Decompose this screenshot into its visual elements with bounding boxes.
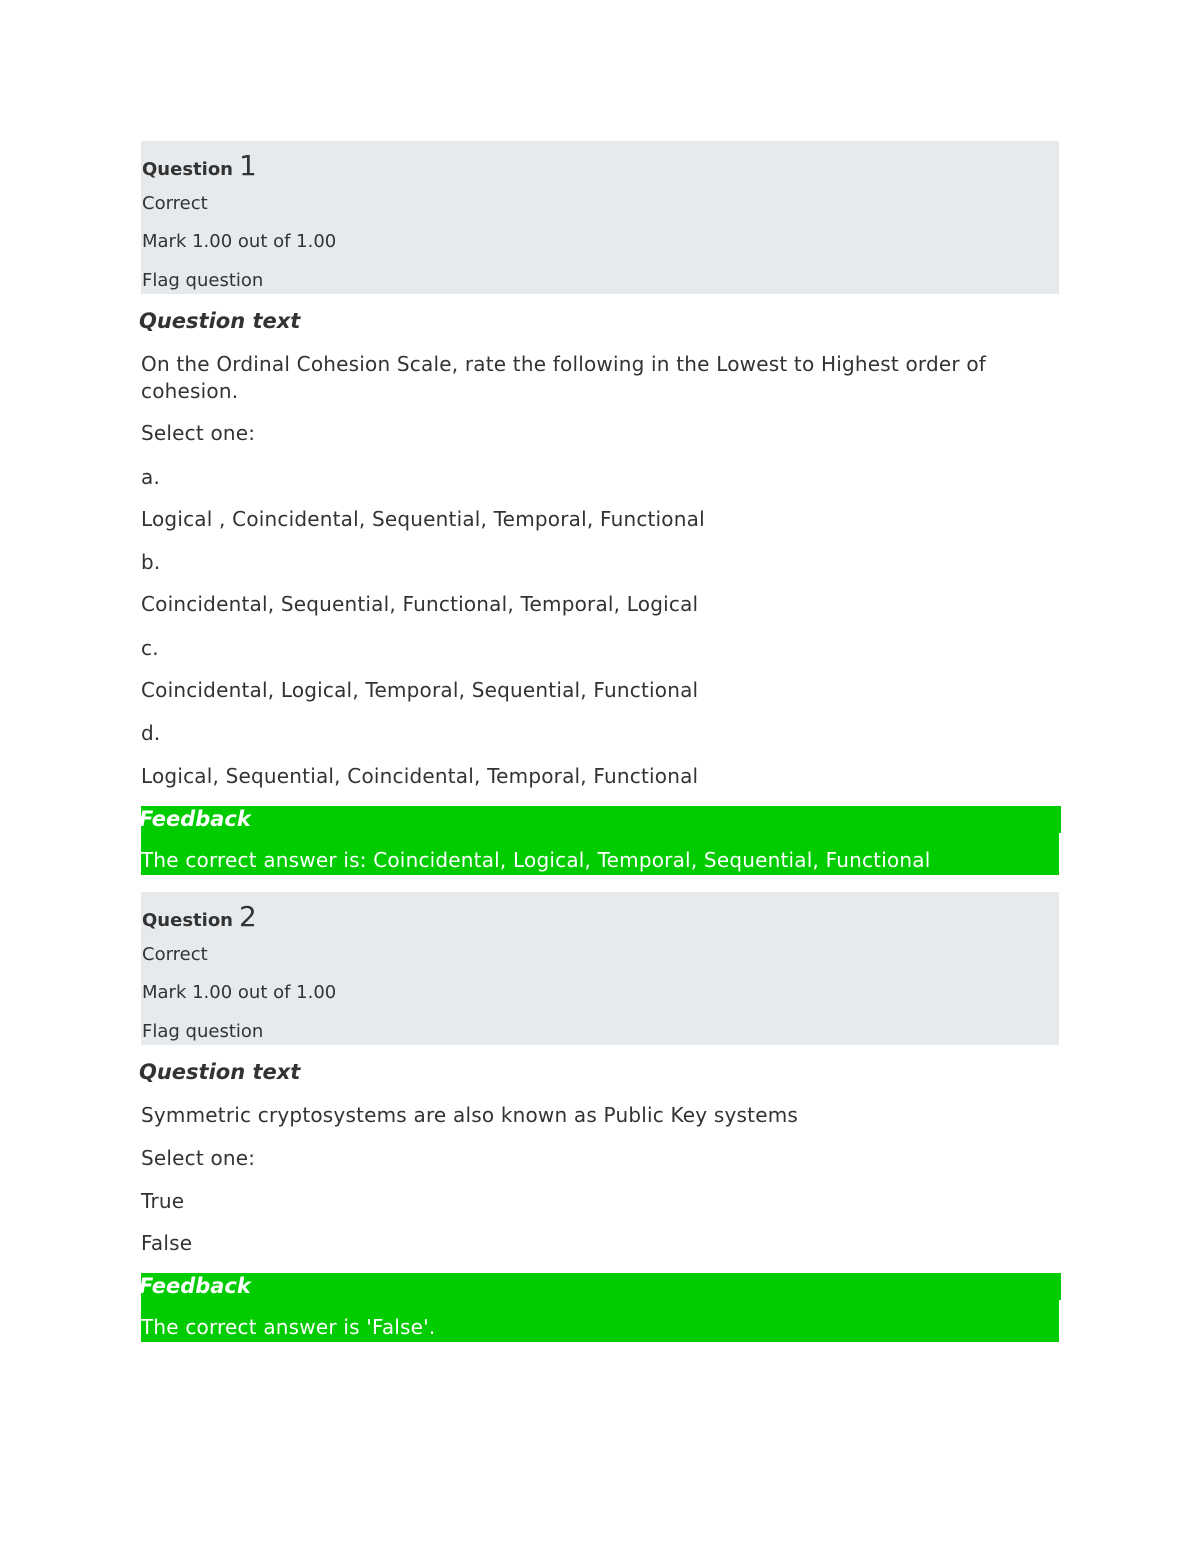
question-1-feedback-body <box>141 833 1059 875</box>
option-d-text[interactable]: Logical, Sequential, Coincidental, Temporal, Functional <box>141 764 699 788</box>
feedback-text: The correct answer is 'False'. <box>141 1315 436 1339</box>
option-a-letter: a. <box>141 465 161 489</box>
question-1-text-heading: Question text <box>139 309 301 333</box>
option-b-letter: b. <box>141 550 161 574</box>
option-b-text[interactable]: Coincidental, Sequential, Functional, Temporal, Logical <box>141 592 699 616</box>
question-1-state: Correct <box>142 193 208 214</box>
question-2-prompt: Symmetric cryptosystems are also known as Public Key systems <box>141 1103 799 1127</box>
question-1-info-box <box>141 141 1059 294</box>
question-1-flag-link[interactable]: Flag question <box>142 270 264 291</box>
question-1-prompt: On the Ordinal Cohesion Scale, rate the following in the Lowest to Highest order of cohesion. <box>141 352 987 403</box>
option-false[interactable]: False <box>141 1231 193 1255</box>
question-1-mark: Mark 1.00 out of 1.00 <box>142 231 337 252</box>
question-2-feedback-header <box>141 1273 1061 1300</box>
question-1-feedback-header <box>141 806 1061 833</box>
question-label: Question <box>142 910 233 931</box>
question-2-flag-link[interactable]: Flag question <box>142 1021 264 1042</box>
question-number: 2 <box>239 900 257 933</box>
question-number: 1 <box>239 149 257 182</box>
option-c-letter: c. <box>141 636 159 660</box>
question-2-mark: Mark 1.00 out of 1.00 <box>142 982 337 1003</box>
option-d-letter: d. <box>141 721 161 745</box>
question-1-title <box>142 149 257 182</box>
option-a-text[interactable]: Logical , Coincidental, Sequential, Temporal, Functional <box>141 507 705 531</box>
option-true[interactable]: True <box>141 1189 185 1213</box>
question-2-text-heading: Question text <box>139 1060 301 1084</box>
question-2-state: Correct <box>142 944 208 965</box>
question-2-select-label: Select one: <box>141 1146 256 1170</box>
feedback-label: Feedback <box>139 1274 251 1298</box>
question-label: Question <box>142 159 233 180</box>
feedback-label: Feedback <box>139 807 251 831</box>
feedback-text: The correct answer is: Coincidental, Logical, Temporal, Sequential, Functional <box>141 848 931 872</box>
question-2-title <box>142 900 257 933</box>
question-1-select-label: Select one: <box>141 421 256 445</box>
question-2-info-box <box>141 892 1059 1045</box>
question-2-feedback-body <box>141 1300 1059 1342</box>
option-c-text[interactable]: Coincidental, Logical, Temporal, Sequential, Functional <box>141 678 699 702</box>
